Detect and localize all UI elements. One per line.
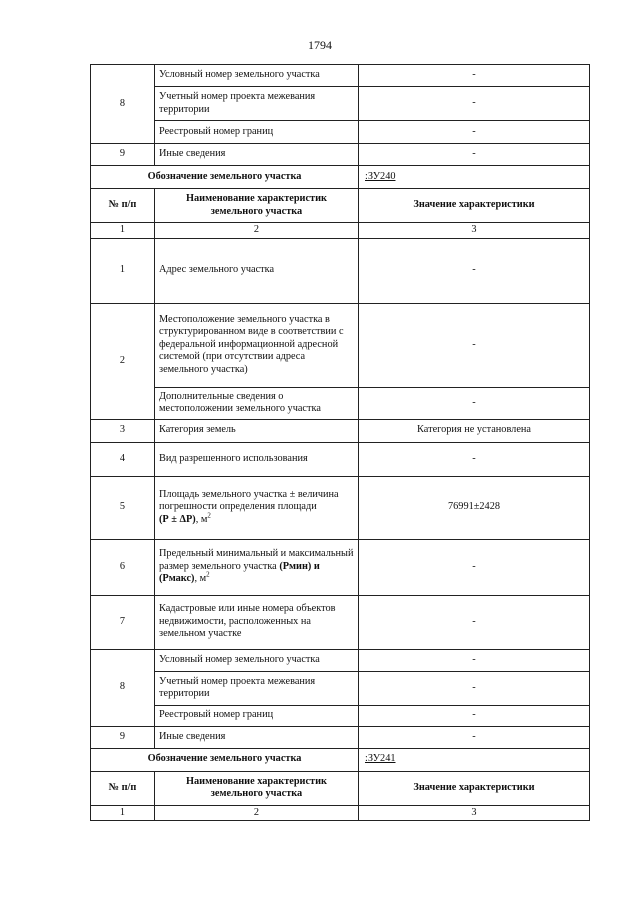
header-name: Наименование характеристик земельного участка: [155, 189, 359, 223]
header-value: Значение характеристики: [359, 189, 590, 223]
row-number: 9: [91, 144, 155, 166]
header-name: Наименование характеристик земельного участка: [155, 771, 359, 805]
characteristic-value: -: [359, 539, 590, 595]
characteristic-name: Иные сведения: [155, 726, 359, 748]
table-row: [91, 476, 590, 539]
table-row: [91, 442, 590, 476]
table-row: [91, 387, 590, 419]
table-row: [91, 238, 590, 303]
table-row: [91, 726, 590, 748]
designation-row: [91, 748, 590, 771]
column-index-row: [91, 805, 590, 821]
column-index-row: [91, 223, 590, 239]
area-formula: (Р ± ΔР): [159, 513, 196, 525]
area-unit: , м: [195, 513, 208, 525]
col-index-1: 1: [91, 223, 155, 239]
characteristic-value: -: [359, 595, 590, 649]
characteristic-name: Учетный номер проекта межевания территории: [155, 671, 359, 705]
characteristic-value: -: [359, 387, 590, 419]
col-index-3: 3: [359, 805, 590, 821]
header-num: № п/п: [91, 771, 155, 805]
characteristic-value: -: [359, 87, 590, 121]
table-row: [91, 87, 590, 121]
land-plot-table: [90, 64, 590, 821]
characteristic-value: -: [359, 65, 590, 87]
table-row: [91, 539, 590, 595]
col-index-1: 1: [91, 805, 155, 821]
characteristic-value: -: [359, 442, 590, 476]
header-num: № п/п: [91, 189, 155, 223]
header-row: [91, 771, 590, 805]
col-index-2: 2: [155, 805, 359, 821]
table-row: [91, 303, 590, 387]
designation-label: Обозначение земельного участка: [91, 748, 359, 771]
characteristic-name: Категория земель: [155, 419, 359, 442]
characteristic-name: Условный номер земельного участка: [155, 65, 359, 87]
characteristic-value: -: [359, 705, 590, 726]
row-number: 5: [91, 476, 155, 539]
row-number: 4: [91, 442, 155, 476]
characteristic-name: Кадастровые или иные номера объектов недвижимости, расположенных на земельном участке: [155, 595, 359, 649]
table-row: [91, 649, 590, 671]
area-unit-sup: 2: [207, 511, 211, 520]
characteristic-value: -: [359, 238, 590, 303]
characteristic-value: -: [359, 303, 590, 387]
characteristic-name: Дополнительные сведения о местоположении земельного участка: [155, 387, 359, 419]
table-row: [91, 671, 590, 705]
characteristic-name: [155, 476, 359, 539]
designation-value: :ЗУ241: [359, 748, 590, 771]
designation-row: [91, 166, 590, 189]
characteristic-name: Реестровый номер границ: [155, 705, 359, 726]
size-unit-sup: 2: [206, 570, 210, 579]
characteristic-value: -: [359, 121, 590, 144]
row-number: 9: [91, 726, 155, 748]
characteristic-name: Адрес земельного участка: [155, 238, 359, 303]
characteristic-value: -: [359, 726, 590, 748]
page-number: 1794: [308, 38, 332, 52]
size-formula: (Рмин) и (Рмакс): [159, 560, 320, 585]
row-number: 3: [91, 419, 155, 442]
table-row: [91, 419, 590, 442]
table-row: [91, 65, 590, 87]
header-row: [91, 189, 590, 223]
characteristic-name: Учетный номер проекта межевания территории: [155, 87, 359, 121]
row-number: 8: [91, 65, 155, 144]
size-unit: , м: [194, 573, 207, 585]
characteristic-value: 76991±2428: [359, 476, 590, 539]
area-label: Площадь земельного участка ± величина погрешности определения площади: [159, 488, 339, 513]
row-number: 1: [91, 238, 155, 303]
size-label: Предельный минимальный и максимальный размер земельного участка: [159, 548, 354, 572]
row-number: 6: [91, 539, 155, 595]
characteristic-name: Местоположение земельного участка в структурированном виде в соответствии с федеральной информационной адресной системой (при отсутствии адреса земельного участка): [155, 303, 359, 387]
characteristic-value: -: [359, 144, 590, 166]
col-index-3: 3: [359, 223, 590, 239]
characteristic-name: Условный номер земельного участка: [155, 649, 359, 671]
row-number: 7: [91, 595, 155, 649]
table-row: [91, 121, 590, 144]
table-row: [91, 705, 590, 726]
characteristic-name: Реестровый номер границ: [155, 121, 359, 144]
characteristic-value: -: [359, 649, 590, 671]
characteristic-name: Вид разрешенного использования: [155, 442, 359, 476]
row-number: 8: [91, 649, 155, 726]
row-number: 2: [91, 303, 155, 419]
col-index-2: 2: [155, 223, 359, 239]
characteristic-value: -: [359, 671, 590, 705]
header-value: Значение характеристики: [359, 771, 590, 805]
characteristic-name: [155, 539, 359, 595]
characteristic-value: Категория не установлена: [359, 419, 590, 442]
characteristic-name: Иные сведения: [155, 144, 359, 166]
table-row: [91, 144, 590, 166]
designation-label: Обозначение земельного участка: [91, 166, 359, 189]
designation-value: :ЗУ240: [359, 166, 590, 189]
table-row: [91, 595, 590, 649]
